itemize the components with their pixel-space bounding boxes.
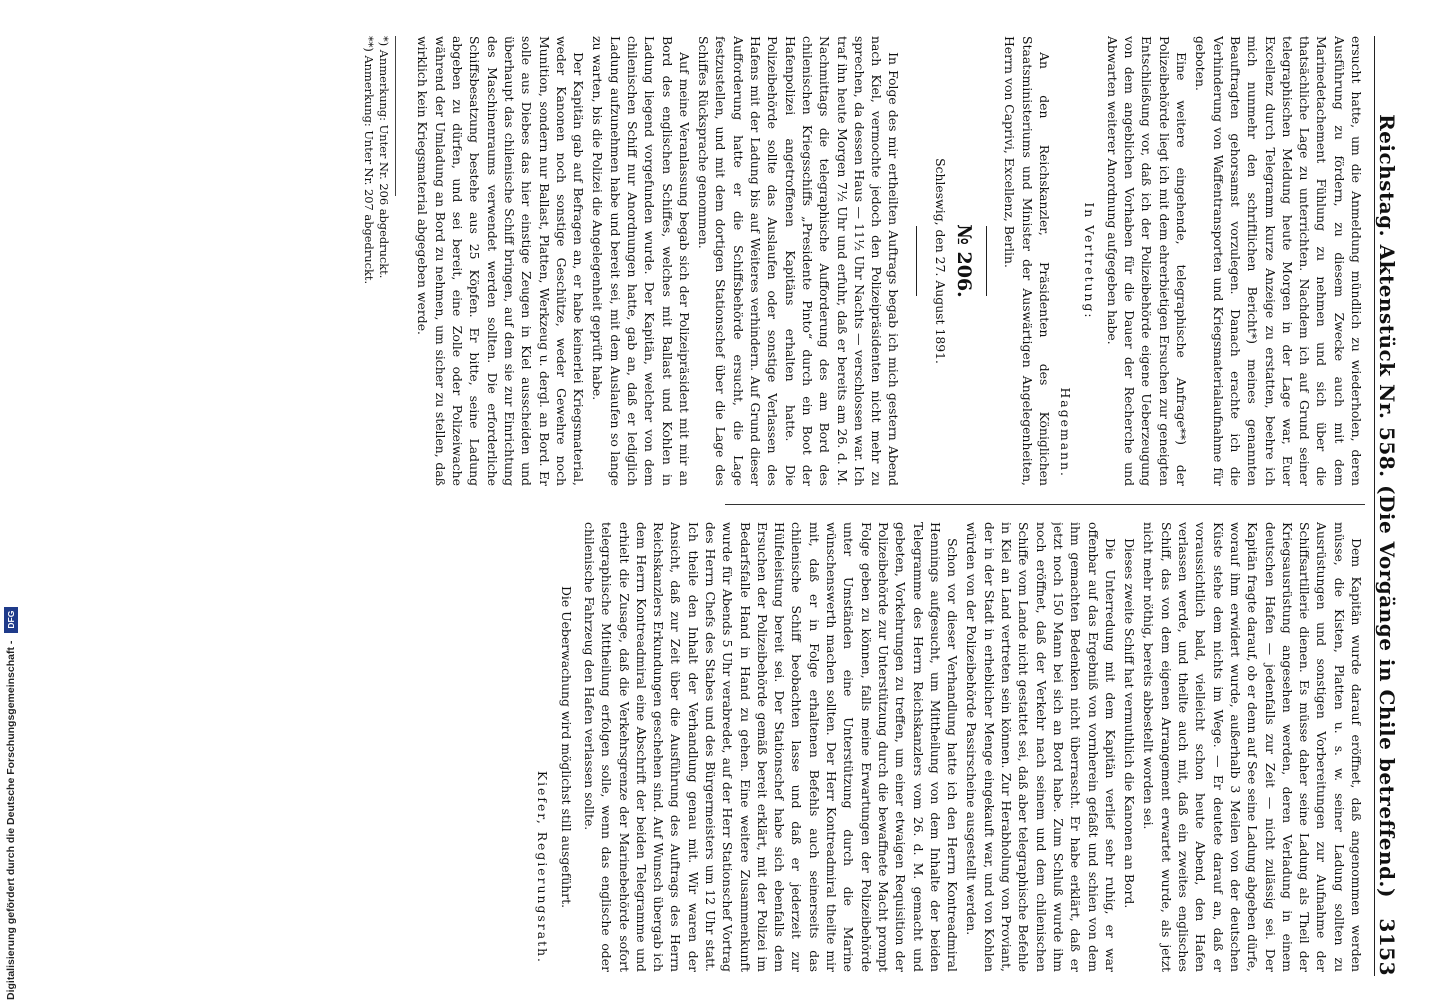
footnote: *) Anmerkung: Unter Nr. 206 abgedruckt. [377, 36, 392, 279]
addressee: An den Reichskanzler, Präsidenten des Königlichen Staatsministeriums und Minister der Auswärtigen Angelegenheiten, Herrn von Caprivi, Excellenz, Berlin. [1002, 36, 1052, 486]
paragraph: Dem Kapitän wurde darauf eröffnet, daß angenommen werden müsse, die Kisten, Platten u. s. w. seiner Ladung sollten zu Ausrüstungen und sonstigen Vorbereitungen zur Aufnahme der Schiffsartillerie dienen. Es müsse daher seine Ladung als Theil der Kriegsausrüstung angesehen werden, deren Verladung in einem deutschen Hafen — jedenfalls zur Zeit — nicht zulässig sei. Der Kapitän fragte darauf, ob er denn auf See seine Ladung abgeben dürfe, worauf ihm erwidert wurde, außerhalb 3 Meilen von der deutschen Küste stehe dem nichts im Wege. — Er deutete darauf an, daß er voraussichtlich bald, vielleicht schon heute Abend, den Hafen verlassen werde, und theilte auch mit, daß ein zweites englisches Schiff, das von dem eigenen Arrangement erwartet wurde, als jetzt nicht mehr nöthig, bereits abbestellt worden sei. [1141, 522, 1364, 972]
page-header [1374, 36, 1409, 976]
signature-label: In Vertretung: [1081, 202, 1097, 320]
paragraph: Dieses zweite Schiff hat vermuthlich die Kanonen an Bord. [1122, 538, 1138, 909]
right-column [530, 522, 1365, 972]
digitization-note [2, 0, 20, 1000]
column-rule [725, 504, 1365, 505]
paragraph: Auf meine Veranlassung begab sich der Polizeipräsident mit mir an Bord des englischen Schiffes, welches mit Ballast und Kohlen in Ladung liegend vorgefunden wurde. Der Kapitän, welcher von dem chilenischen Schiff nur Anordnungen hatte, gab an, daß er lediglich Ladung aufzunehmen habe und bereit sei, mit dem Auslaufen so lange zu warten, bis die Polizei die Angelegenheit geprüft habe. [590, 36, 692, 486]
paragraph: Schon vor dieser Verhandlung hatte ich den Herrn Kontreadmiral Hennings aufgesucht, um Mittheilung von dem Inhalte der beiden Telegramme des Herrn Reichskanzlers vom 26. d. M. gemacht und gebeten, Vorkehrungen zu treffen, um einer etwaigen Requisition der Polizeibehörde zur Unterstützung durch die bewaffnete Macht prompt Folge geben zu können, falls meine Erwartungen der Polizeibehörde unter Umständen eine Unterstützung durch die Marine wünschenswerth machen sollten. Der Herr Kontreadmiral theilte mir mit, daß er in Folge erhaltenen Befehls auch seinerseits das chilenische Schiff beobachten lasse und daß er jederzeit zur Hülfeleistung bereit sei. Der Stationschef habe sich ebenfalls dem Ersuchen der Polizeibehörde gemäß bereit erklärt, mit der Polizei im Bedarfsfalle Hand in Hand zu gehen. Eine weitere Zusammenkunft wurde für Abends 5 Uhr verabredet, auf der Herr Stationschef Vortrag des Herrn Chefs des Stabes und des Bürgermeisters um 12 Uhr statt. Ich theile den Inhalt der Verhandlung genau mit. Wir waren der Ansicht, daß zur Zeit über die Ausführung des Auftrags des Herrn Reichskanzlers Erkundungen geschehen sind. Auf Wunsch übergab ich dem Herrn Kontreadmiral eine Abschrift der beiden Telegramme und erhielt die Zusage, daß die Verkehrsgrenze der Marinebehörde sofort telegraphische Mittheilung erfolgen solle, wenn das englische oder chilenische Fahrzeug den Hafen verlassen sollte. [581, 522, 961, 972]
page-number: 3153 [1375, 918, 1399, 976]
running-title: Reichstag. Aktenstück Nr. 558. (Die Vorgänge in Chile betreffend.) [1375, 114, 1399, 898]
signature: Kiefer, Regierungsrath. [535, 770, 551, 964]
digitization-text: Digitalisierung gefördert durch die Deutsche Forschungsgemeinschaft - [5, 640, 17, 1000]
footnotes [361, 36, 396, 285]
divider [986, 226, 987, 296]
paragraph: Der Kapitän gab auf Befragen an, er habe keinerlei Kriegsmaterial, weder Kanonen noch sonstige Geschütze, weder Gewehre noch Munition, sondern nur Ballast, Platten, Werkzeug u. dergl. an Bord. Er solle aus Diebes das hier einstige Zeugen in Kiel ausscheiden und überhaupt das chilenische Schiff bringen, auf dem sie zur Einrichtung des Maschinenraums verwendet werden sollten. Die erforderliche Schiffsbesatzung bestehe aus 25 Köpfen. Er bitte, seine Ladung abgeben zu dürfen, und sei bereit, eine Zolle oder Polizeiwache während der Umladung an Bord zu nehmen, um sicher zu stellen, daß wirklich kein Kriegsmaterial abgegeben werde. [415, 36, 587, 486]
paragraph: Die Ueberwachung wird möglichst still ausgeführt. [558, 585, 574, 909]
paragraph: Eine weitere eingehende, telegraphische Anfrage**) der Polizeibehörde liegt ich mit dem ehrerbietigen Ersuchen zur geneigten Entschließung vor, daß ich der Polizeibehörde eigene Ueberzeugung von dem angeblichen Vorhaben für die Dauer der Recherche und Abwarten weiterer Anordnung aufgegeben habe. [1104, 36, 1190, 486]
divider [916, 226, 917, 296]
document-number: № 206. [953, 224, 976, 298]
place-date: Schleswig, den 27. August 1891. [932, 158, 948, 364]
paragraph: In Folge des mir ertheilten Auftrags begab ich mich gestern Abend nach Kiel, vermochte jedoch den Polizeipräsidenten nicht mehr zu sprechen, da dessen Haus — 11½ Uhr Nachts — verschlossen war. Ich traf ihn heute Morgen 7½ Uhr und erfuhr, daß er bereits am 26. d. M. Nachmittags die telegraphische Aufforderung des am Bord des chilenischen Kriegsschiffs „Presidente Pinto“ durch ein Boot der Hafenpolizei angetroffenen Kapitäns erhalten hatte. Die Polizeibehörde sollte das Auslaufen oder sonstige Verlassen des Hafens mit der Ladung bis auf Weiteres verhindern. Auf Grund dieser Aufforderung hatte er die Schiffsbehörde ersucht, die Lage festzustellen, und mit dem dortigen Stationschef über die Lage des Schiffes Rücksprache genommen. [696, 36, 902, 486]
footnote: **) Anmerkung: Unter Nr. 207 abgedruckt. [362, 36, 377, 285]
rotated-page [39, 36, 1409, 976]
signature-name: Hagemann. [1058, 387, 1074, 478]
paragraph: Die Unterredung mit dem Kapitän verlief sehr ruhig, er war offenbar auf das Ergebniß von vornherein gefaßt und schien von dem ihm gemachten Bedenken nicht überrascht. Er habe erklärt, daß er jetzt noch 150 Mann bei sich an Bord habe. Zum Schluß wurde ihm noch eröffnet, daß der Verkehr nach seinem und dem chilenischen Schiffe vom Lande nicht gestattet sei, daß aber telegraphische Befehle in Kiel an Land vertreten sein können. Zur Herabholung von Proviant, der in der Stadt in erheblicher Menge eingekauft war, und von Kohlen würden von der Polizeibehörde Passirscheine ausgestellt werden. [964, 522, 1118, 972]
paragraph: ersucht hatte, um die Anmeldung mündlich zu wiederholen, deren Ausführung zu fördern, zu diesem Zwecke auch mit dem Marinedetachement Fühlung zu nehmen und sich über die thatsächliche Lage zu unterrichten. Nachdem ich auf Grund seiner telegraphischen Meldung heute Morgen in der Lage war, Euer Excellenz durch Telegramm kurze Anzeige zu erstatten, beehre ich mich nunmehr den schriftlichen Bericht*) meines genannten Beauftragten gehorsamst vorzulegen. Danach erachte ich die Verhinderung von Waffentransporten und Kriegsmaterialaufnahme für geboten. [1193, 36, 1364, 486]
dfg-logo: DFG [4, 607, 18, 633]
left-column [361, 36, 1365, 486]
